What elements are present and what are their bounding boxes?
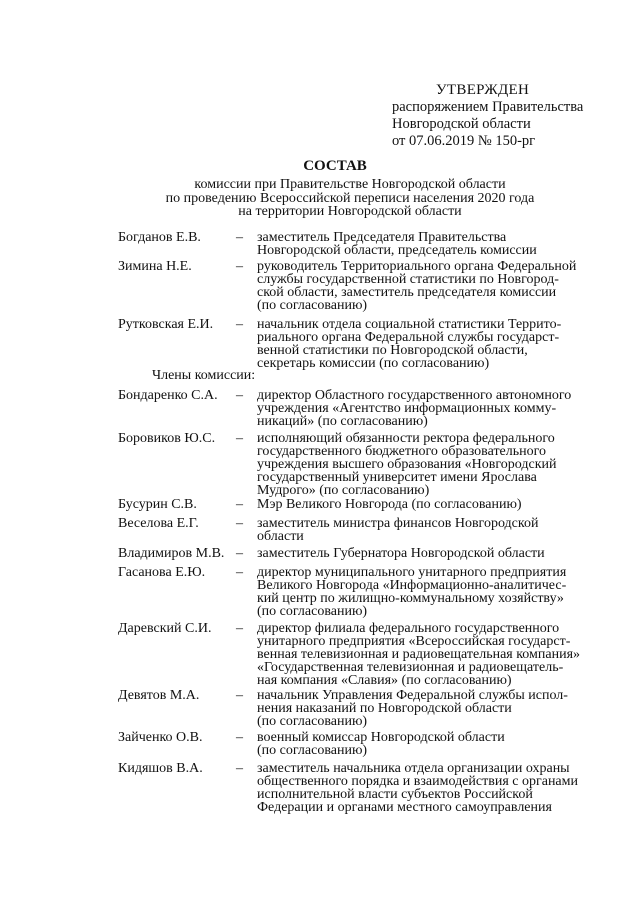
person-name: Веселова Е.Г. [118, 516, 199, 531]
role-line: нения наказаний по Новгородской области [257, 701, 512, 716]
person-name: Зимина Н.Е. [118, 259, 192, 274]
person-role [257, 517, 569, 543]
role-line: руководитель Территориального органа Федеральной [257, 259, 577, 274]
role-line: венной статистики по Новгородской области, [257, 343, 528, 358]
role-line: начальник Управления Федеральной службы испол- [257, 688, 568, 703]
role-line: государственного бюджетного образовательного [257, 444, 547, 459]
dash-separator: – [236, 431, 243, 446]
role-line: директор филиала федерального государственного [257, 621, 560, 636]
person-role [257, 731, 569, 757]
person-role [257, 231, 569, 257]
role-line: Мудрого» (по согласованию) [257, 483, 430, 498]
role-line: военный комиссар Новгородской области [257, 730, 505, 745]
role-line: общественного порядка и взаимодействия с органами [257, 774, 579, 789]
person-name: Бусурин С.В. [118, 497, 197, 512]
members-heading: Члены комиссии: [152, 368, 256, 383]
person-name: Гасанова Е.Ю. [118, 565, 206, 580]
role-line: учреждения «Агентство информационных комму- [257, 401, 557, 416]
approval-line: распоряжением Правительства [392, 99, 584, 115]
person-name: Кидяшов В.А. [118, 761, 203, 776]
role-line: унитарного предприятия «Всероссийская государст- [257, 634, 571, 649]
role-line: Великого Новгорода «Информационно-аналитичес- [257, 578, 567, 593]
person-name: Зайченко О.В. [118, 730, 203, 745]
person-role [257, 259, 577, 313]
dash-separator: – [236, 497, 243, 512]
role-line: заместитель министра финансов Новгородской [257, 516, 539, 531]
person-role [257, 498, 569, 511]
subtitle-line: комиссии при Правительстве Новгородской области [194, 177, 506, 192]
role-line: венная телевизионная и радиовещательная компания» [257, 647, 581, 662]
person-role [257, 318, 569, 370]
person-role [257, 621, 581, 688]
role-line: (по согласованию) [257, 714, 368, 729]
approval-line: Новгородской области [392, 116, 531, 132]
role-line: исполнительной власти субъектов Российской [257, 787, 533, 802]
role-line: директор муниципального унитарного предприятия [257, 565, 567, 580]
dash-separator: – [236, 730, 243, 745]
dash-separator: – [236, 688, 243, 703]
person-name: Владимиров М.В. [118, 546, 225, 561]
approval-heading: УТВЕРЖДЕН [436, 82, 530, 98]
person-role [257, 761, 579, 815]
role-line: (по согласованию) [257, 604, 368, 619]
dash-separator: – [236, 230, 243, 245]
person-name: Бондаренко С.А. [118, 388, 218, 403]
role-line: кий центр по жилищно-коммунальному хозяйству» [257, 591, 564, 606]
person-role [257, 566, 569, 618]
role-line: службы государственной статистики по Новгород- [257, 272, 559, 287]
person-role [257, 388, 572, 429]
dash-separator: – [236, 388, 243, 403]
dash-separator: – [236, 621, 243, 636]
role-line: (по согласованию) [257, 298, 368, 313]
role-line: заместитель начальника отдела организации охраны [257, 761, 570, 776]
person-role [257, 547, 569, 560]
role-line: исполняющий обязанности ректора федерального [257, 431, 555, 446]
role-line: Федерации и органами местного самоуправления [257, 800, 552, 815]
person-name: Девятов М.А. [118, 688, 200, 703]
document-subtitle [120, 178, 580, 219]
role-line: начальник отдела социальной статистики Террито- [257, 317, 562, 332]
role-line: никаций» (по согласованию) [257, 414, 428, 429]
role-line: заместитель Председателя Правительства [257, 230, 507, 245]
person-role [257, 432, 569, 497]
document-title: СОСТАВ [303, 158, 367, 174]
person-name: Богданов Е.В. [118, 230, 201, 245]
role-line: секретарь комиссии (по согласованию) [257, 356, 490, 371]
role-line: ная компания «Славия» (по согласованию) [257, 673, 512, 688]
dash-separator: – [236, 546, 243, 561]
role-line: учреждения высшего образования «Новгородский [257, 457, 557, 472]
role-line: заместитель Губернатора Новгородской области [257, 546, 545, 561]
person-name: Боровиков Ю.С. [118, 431, 216, 446]
approval-stamp [392, 82, 583, 150]
role-line: (по согласованию) [257, 743, 368, 758]
role-line: государственный университет имени Ярослава [257, 470, 537, 485]
role-line: «Государственная телевизионная и радиовещатель- [257, 660, 564, 675]
role-line: ской области, заместитель председателя комиссии [257, 285, 557, 300]
role-line: риального органа Федеральной службы государст- [257, 330, 560, 345]
approval-line: от 07.06.2019 № 150-рг [392, 133, 536, 149]
dash-separator: – [236, 761, 243, 776]
subtitle-line: по проведению Всероссийской переписи населения 2020 года [165, 190, 535, 206]
dash-separator: – [236, 516, 243, 531]
role-line: Мэр Великого Новгорода (по согласованию) [257, 497, 522, 512]
dash-separator: – [236, 259, 243, 274]
dash-separator: – [236, 317, 243, 332]
role-line: Новгородской области, председатель комиссии [257, 243, 537, 258]
person-name: Рутковская Е.И. [118, 317, 214, 332]
role-line: области [257, 529, 304, 544]
role-line: директор Областного государственного автономного [257, 388, 572, 403]
subtitle-line: на территории Новгородской области [238, 204, 462, 219]
dash-separator: – [236, 565, 243, 580]
person-name: Даревский С.И. [118, 621, 212, 636]
person-role [257, 689, 569, 728]
